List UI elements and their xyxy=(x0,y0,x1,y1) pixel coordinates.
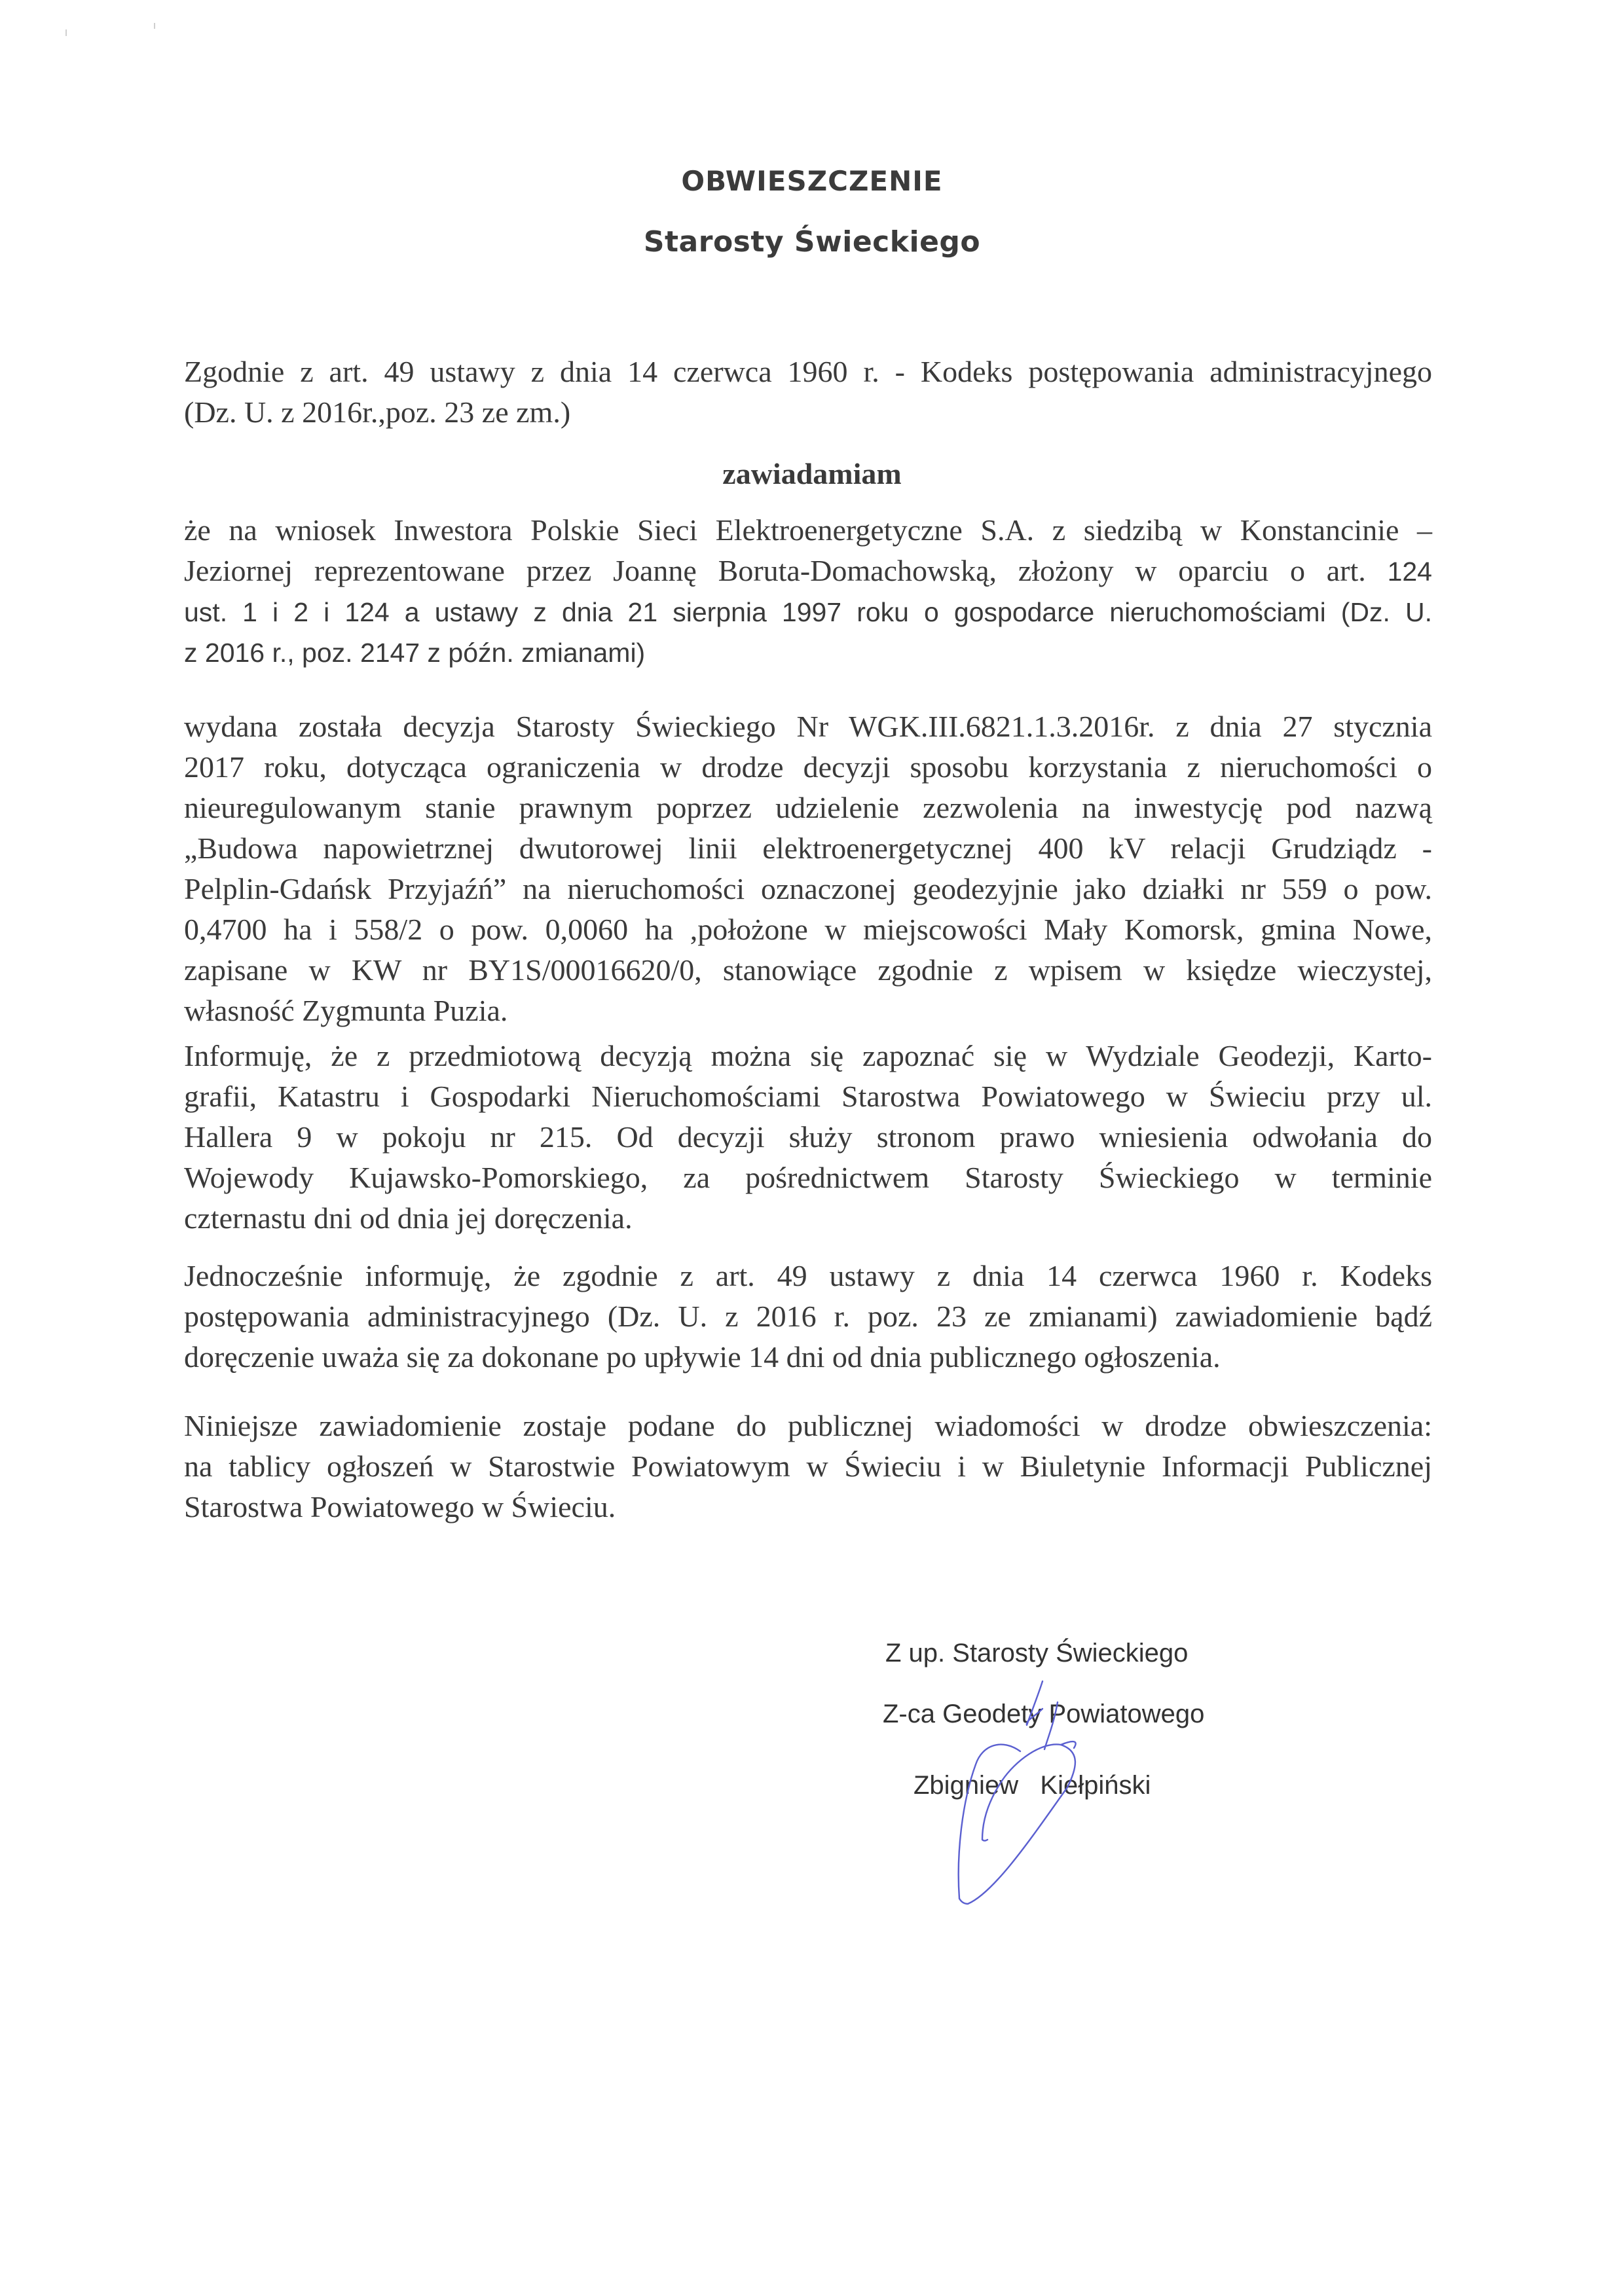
text-segment: Jeziornej reprezentowane przez Joannę Boruta-Domachowską, złożony w oparciu o art. xyxy=(184,554,1388,587)
text-line: na tablicy ogłoszeń w Starostwie Powiatowym w Świeciu i w Biuletynie Informacji Publicznej xyxy=(184,1449,1432,1483)
signature-position: Z-ca Geodety Powiatowego xyxy=(883,1700,1205,1728)
text-line: 2017 roku, dotycząca ograniczenia w drodze decyzji sposobu korzystania z nieruchomości o xyxy=(184,750,1432,784)
text-line: własność Zygmunta Puzia. xyxy=(184,994,508,1027)
document-title: OBWIESZCZENIE xyxy=(681,165,943,197)
scan-artifact xyxy=(154,23,155,29)
text-line: Wojewody Kujawsko-Pomorskiego, za pośrednictwem Starosty Świeckiego w terminie xyxy=(184,1161,1432,1194)
text-line: grafii, Katastru i Gospodarki Nieruchomościami Starostwa Powiatowego w Świeciu przy ul. xyxy=(184,1080,1432,1113)
text-line xyxy=(184,510,1432,551)
text-segment: 124 xyxy=(1387,556,1432,587)
text-line: „Budowa napowietrznej dwutorowej linii elektroenergetycznej 400 kV relacji Grudziądz - xyxy=(184,831,1432,865)
text-line: czternastu dni od dnia jej doręczenia. xyxy=(184,1201,633,1235)
text-line: Hallera 9 w pokoju nr 215. Od decyzji służy stronom prawo wniesienia odwołania do xyxy=(184,1120,1432,1154)
text-line: nieuregulowanym stanie prawnym poprzez udzielenie zezwolenia na inwestycję pod nazwą xyxy=(184,791,1432,824)
paragraph-publication xyxy=(184,1406,1432,1527)
paragraph-delivery xyxy=(184,1256,1432,1377)
text-line: Starostwa Powiatowego w Świeciu. xyxy=(184,1490,616,1523)
paragraph-information xyxy=(184,1036,1432,1239)
text-line: ust. 1 i 2 i 124 a ustawy z dnia 21 sierpnia 1997 roku o gospodarce nieruchomościami (Dz. U. xyxy=(184,597,1432,627)
text-line: Niniejsze zawiadomienie zostaje podane do publicznej wiadomości w drodze obwieszczenia: xyxy=(184,1409,1432,1442)
announcement-word: zawiadamiam xyxy=(722,457,902,490)
signature-name: Zbigniew Kiełpiński xyxy=(913,1771,1151,1800)
text-line: 0,4700 ha i 558/2 o pow. 0,0060 ha ,położone w miejscowości Mały Komorsk, gmina Nowe, xyxy=(184,913,1432,946)
text-line: zapisane w KW nr BY1S/00016620/0, stanowiące zgodnie z wpisem w księdze wieczystej, xyxy=(184,953,1432,987)
text-line: Pelplin-Gdańsk Przyjaźń” na nieruchomości oznaczonej geodezyjnie jako działki nr 559 o pow. xyxy=(184,872,1432,905)
signature-authority: Z up. Starosty Świeckiego xyxy=(885,1639,1189,1667)
text-line: Informuję, że z przedmiotową decyzją można się zapoznać się w Wydziale Geodezji, Karto- xyxy=(184,1039,1432,1072)
text-line: z 2016 r., poz. 2147 z późn. zmianami) xyxy=(184,638,646,668)
text-line: postępowania administracyjnego (Dz. U. z 2016 r. poz. 23 ze zmianami) zawiadomienie bądź xyxy=(184,1300,1432,1333)
document-subtitle: Starosty Świeckiego xyxy=(643,225,981,259)
paragraph-decision xyxy=(184,706,1432,1031)
text-line: wydana została decyzja Starosty Świeckiego Nr WGK.III.6821.1.3.2016r. z dnia 27 stycznia xyxy=(184,710,1432,743)
paragraph-application xyxy=(184,510,1432,673)
handwritten-signature-icon xyxy=(851,1604,1310,1997)
text-line: (Dz. U. z 2016r.,poz. 23 ze zm.) xyxy=(184,395,571,429)
text-line xyxy=(184,551,1432,592)
text-line: Jednocześnie informuję, że zgodnie z art. 49 ustawy z dnia 14 czerwca 1960 r. Kodeks xyxy=(184,1259,1432,1292)
scan-artifact xyxy=(65,29,67,36)
text-segment: że na wniosek Inwestora Polskie Sieci Elektroenergetyczne S.A. z siedzibą w Konstancinie – xyxy=(184,513,1432,547)
paragraph-legal-basis xyxy=(184,352,1432,433)
text-line: doręczenie uważa się za dokonane po upływie 14 dni od dnia publicznego ogłoszenia. xyxy=(184,1340,1221,1374)
text-line: Zgodnie z art. 49 ustawy z dnia 14 czerwca 1960 r. - Kodeks postępowania administracyjnego xyxy=(184,355,1432,388)
